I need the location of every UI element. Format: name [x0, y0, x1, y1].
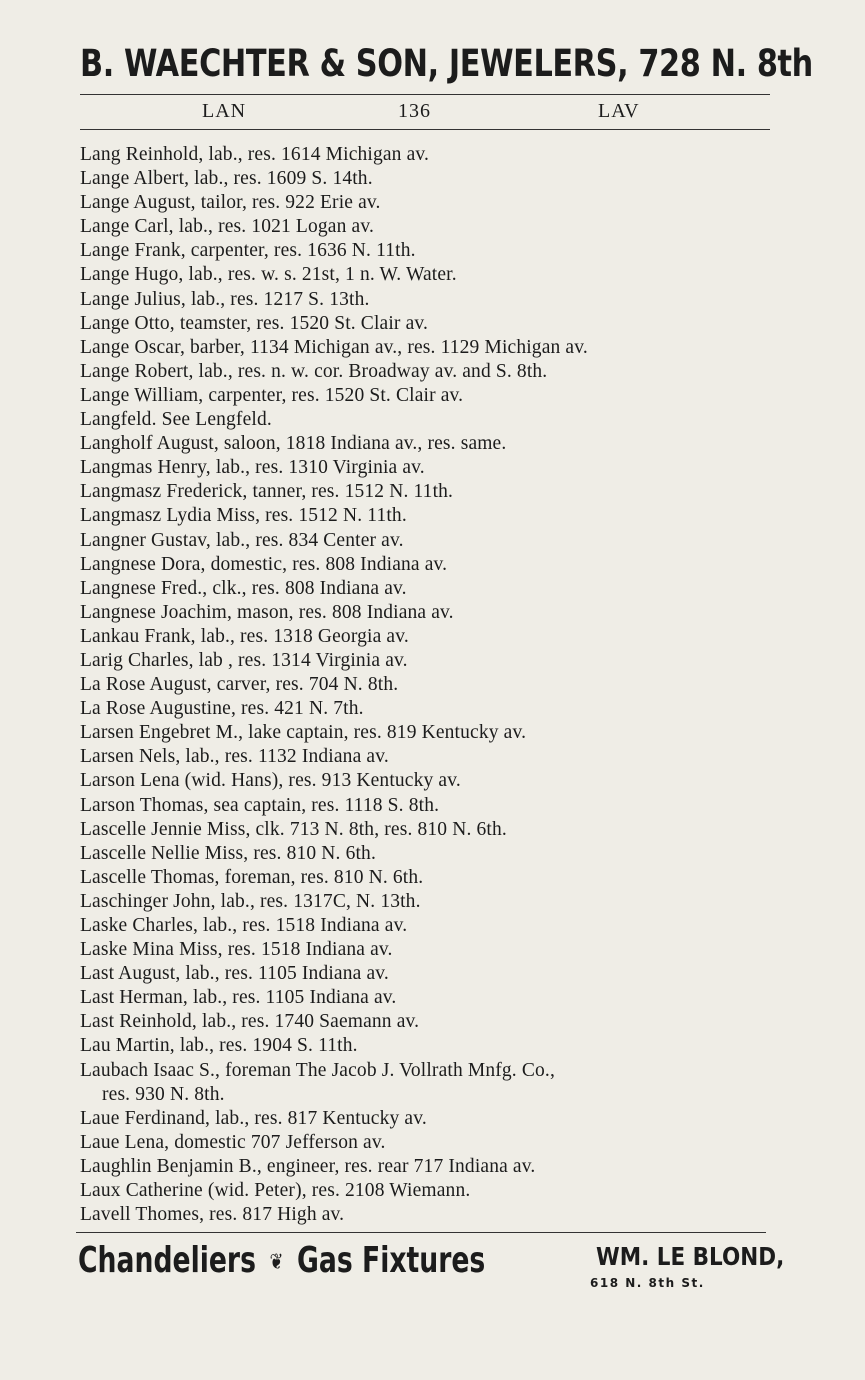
list-item: Lange Robert, lab., res. n. w. cor. Broadway av. and S. 8th. — [80, 360, 548, 382]
directory-listing — [80, 143, 780, 1227]
list-item: Langnese Joachim, mason, res. 808 Indiana av. — [80, 601, 454, 623]
running-head-right: LAV — [598, 100, 640, 122]
list-item: Lange Julius, lab., res. 1217 S. 13th. — [80, 288, 370, 310]
running-head-left: LAN — [202, 100, 247, 122]
list-item: Lascelle Nellie Miss, res. 810 N. 6th. — [80, 842, 376, 864]
list-item: Langnese Fred., clk., res. 808 Indiana av. — [80, 577, 407, 599]
list-item: Lau Martin, lab., res. 1904 S. 11th. — [80, 1035, 358, 1057]
list-item: Laschinger John, lab., res. 1317C, N. 13th. — [80, 890, 421, 912]
list-item: Lange Oscar, barber, 1134 Michigan av., res. 1129 Michigan av. — [80, 336, 588, 358]
header-advertisement: B. WAECHTER & SON, JEWELERS, 728 N. 8th — [80, 42, 813, 85]
header-rule-bottom — [80, 129, 770, 130]
list-item: Laue Ferdinand, lab., res. 817 Kentucky av. — [80, 1107, 427, 1129]
list-item: Lange Hugo, lab., res. w. s. 21st, 1 n. W. Water. — [80, 264, 457, 286]
list-item: Laske Charles, lab., res. 1518 Indiana av. — [80, 915, 408, 936]
list-item: La Rose August, carver, res. 704 N. 8th. — [80, 674, 399, 696]
list-item: Laughlin Benjamin B., engineer, res. rear 717 Indiana av. — [80, 1155, 536, 1177]
list-item-continuation: res. 930 N. 8th. — [102, 1083, 225, 1105]
list-item: Langner Gustav, lab., res. 834 Center av. — [80, 529, 404, 551]
running-head — [80, 100, 770, 126]
list-item: Lankau Frank, lab., res. 1318 Georgia av. — [80, 625, 409, 647]
list-item: Langmasz Lydia Miss, res. 1512 N. 11th. — [80, 505, 407, 527]
list-item: Last August, lab., res. 1105 Indiana av. — [80, 963, 389, 985]
list-item: Larson Lena (wid. Hans), res. 913 Kentucky av. — [80, 770, 461, 792]
footer-rule — [76, 1232, 766, 1233]
list-item: Langmasz Frederick, tanner, res. 1512 N. 11th. — [80, 481, 454, 503]
list-item: La Rose Augustine, res. 421 N. 7th. — [80, 698, 364, 720]
list-item: Laubach Isaac S., foreman The Jacob J. Vollrath Mnfg. Co., — [80, 1059, 555, 1081]
list-item: Lange Carl, lab., res. 1021 Logan av. — [80, 216, 374, 238]
footer-ad-products — [78, 1240, 485, 1281]
list-item: Larsen Engebret M., lake captain, res. 819 Kentucky av. — [80, 722, 527, 744]
list-item: Lange August, tailor, res. 922 Erie av. — [80, 192, 381, 214]
page-number: 136 — [398, 100, 431, 122]
list-item: Lascelle Jennie Miss, clk. 713 N. 8th, res. 810 N. 6th. — [80, 818, 507, 840]
list-item: Lavell Thomes, res. 817 High av. — [80, 1204, 345, 1226]
footer-ad-text-1: Chandeliers — [78, 1240, 256, 1281]
list-item: Langfeld. See Lengfeld. — [80, 409, 272, 431]
header-rule-top — [80, 94, 770, 95]
fleuron-icon: ❦ — [269, 1249, 284, 1275]
list-item: Lange Albert, lab., res. 1609 S. 14th. — [80, 168, 373, 190]
list-item: Laue Lena, domestic 707 Jefferson av. — [80, 1131, 386, 1153]
footer-ad-address: 618 N. 8th St. — [590, 1276, 705, 1290]
list-item: Lange Otto, teamster, res. 1520 St. Clair av. — [80, 312, 429, 334]
footer-ad-text-2: Gas Fixtures — [297, 1240, 486, 1281]
list-item: Langholf August, saloon, 1818 Indiana av., res. same. — [80, 433, 507, 455]
list-item: Laske Mina Miss, res. 1518 Indiana av. — [80, 939, 393, 961]
list-item: Lange William, carpenter, res. 1520 St. Clair av. — [80, 384, 464, 406]
list-item: Larig Charles, lab , res. 1314 Virginia av. — [80, 649, 408, 671]
list-item: Larson Thomas, sea captain, res. 1118 S. 8th. — [80, 794, 440, 816]
list-item: Last Herman, lab., res. 1105 Indiana av. — [80, 987, 397, 1009]
list-item: Larsen Nels, lab., res. 1132 Indiana av. — [80, 746, 389, 768]
list-item: Langmas Henry, lab., res. 1310 Virginia av. — [80, 457, 425, 479]
list-item: Lang Reinhold, lab., res. 1614 Michigan av. — [80, 144, 430, 165]
list-item: Lange Frank, carpenter, res. 1636 N. 11th. — [80, 240, 416, 262]
footer-advertisement — [78, 1240, 785, 1300]
list-item: Lascelle Thomas, foreman, res. 810 N. 6th. — [80, 866, 424, 888]
list-item: Laux Catherine (wid. Peter), res. 2108 Wiemann. — [80, 1180, 471, 1202]
list-item: Langnese Dora, domestic, res. 808 Indiana av. — [80, 553, 448, 575]
list-item: Last Reinhold, lab., res. 1740 Saemann av. — [80, 1011, 420, 1033]
footer-ad-business-name: WM. LE BLOND, — [596, 1242, 785, 1271]
